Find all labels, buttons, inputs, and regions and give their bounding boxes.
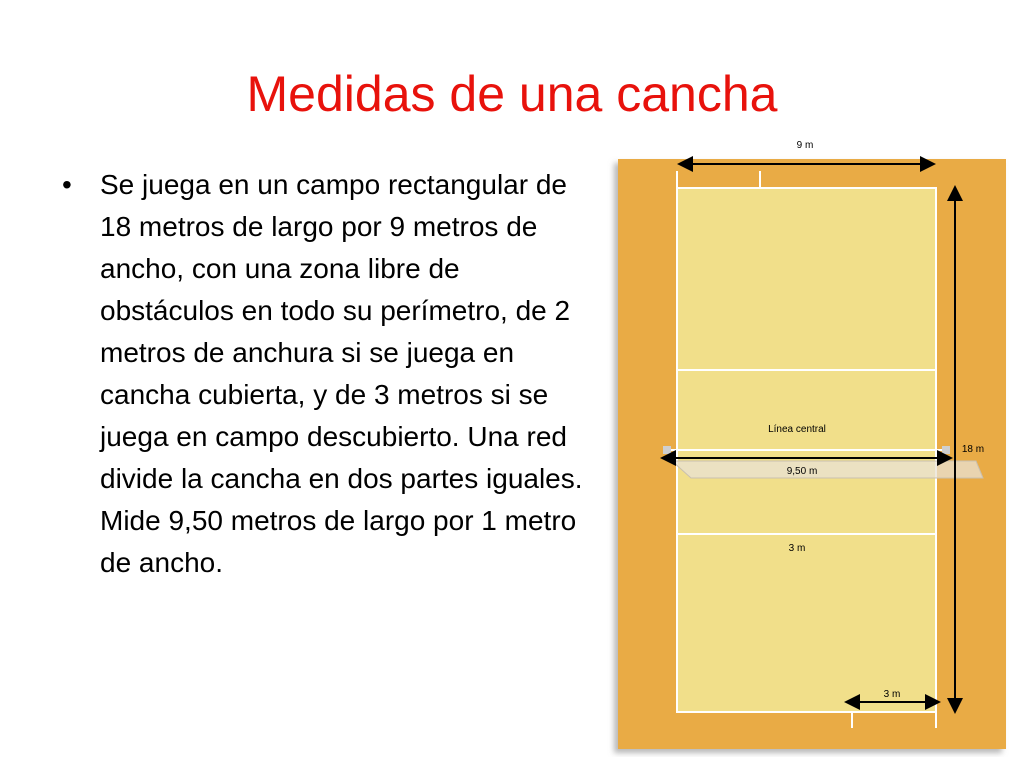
width-label: 9 m (796, 140, 814, 151)
attack-line-label: 3 m (788, 543, 806, 554)
court-diagram (601, 137, 1016, 757)
net (672, 461, 983, 478)
length-label: 18 m (961, 444, 985, 455)
bullet-item (62, 164, 602, 584)
net-label: 9,50 m (786, 466, 818, 477)
court-diagram-svg (601, 137, 1016, 757)
slide-title: Medidas de una cancha (246, 66, 778, 122)
center-line-label: Línea central (768, 424, 826, 435)
attack-zone-label: 3 m (883, 689, 901, 700)
bullet-list (62, 164, 602, 584)
bullet-dot-icon: • (62, 169, 72, 200)
net-post-left (663, 446, 671, 454)
net-post-right (942, 446, 950, 454)
bullet-text: Se juega en un campo rectangular de 18 metros de largo por 9 metros de ancho, con una zona libre de obstáculos en todo su perímetro, de 2 metros de anchura si se juega en cancha cubierta, y de 3 metros si se juega en campo descubierto. Una red divide la cancha en dos partes iguales. Mide 9,50 metros de largo por 1 metro de ancho. (100, 169, 583, 578)
